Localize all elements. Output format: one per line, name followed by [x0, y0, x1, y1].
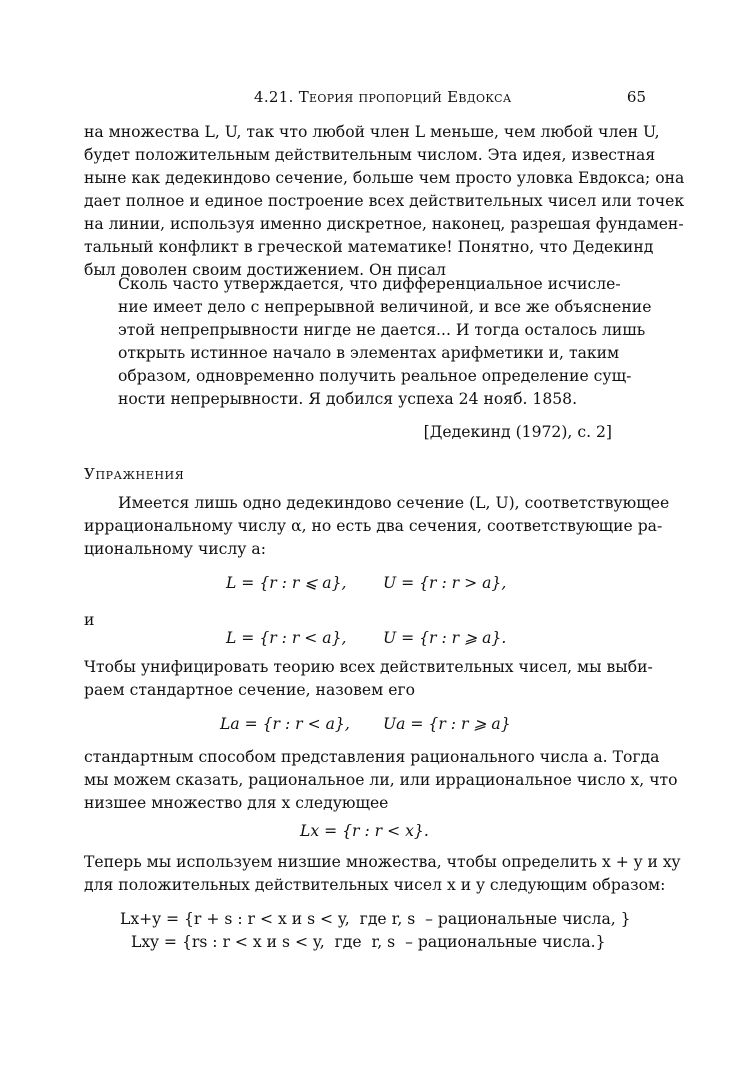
paragraph-line: стандартным способом представления рационального числа a. Тогда: [84, 748, 660, 766]
equation-product-definition: Lxy = {rs : r < x и s < y, где r, s – рациональные числа.}: [131, 933, 606, 951]
paragraph-line: ныне как дедекиндово сечение, больше чем просто уловка Евдокса; она: [84, 169, 685, 187]
running-header: [84, 86, 646, 108]
paragraph-line: раем стандартное сечение, назовем его: [84, 681, 416, 699]
quote-line: ности непрерывности. Я добился успеха 24 нояб. 1858.: [118, 390, 578, 408]
quote-line: этой непрепрывности нигде не дается... И тогда осталось лишь: [118, 321, 646, 339]
quote-line: ние имеет дело с непрерывной величиной, и все же объяснение: [118, 298, 652, 316]
quote-line: Сколь часто утверждается, что дифференциальное исчисле-: [118, 275, 621, 293]
section-number: 4.21.: [254, 88, 294, 106]
citation: [Дедекинд (1972), с. 2]: [423, 423, 612, 441]
equation-lower-set: L = {r : r < a},: [226, 629, 347, 647]
running-title: [254, 86, 511, 108]
equation-sum-definition: Lx+y = {r + s : r < x и s < y, где r, s – рациональные числа, }: [120, 910, 631, 928]
paragraph-line: Чтобы унифицировать теорию всех действительных чисел, мы выби-: [84, 658, 653, 676]
paragraph-line: мы можем сказать, рациональное ли, или иррациональное число x, что: [84, 771, 678, 789]
conjunction-word: и: [84, 611, 95, 629]
exercises-heading: Упражнения: [84, 465, 185, 483]
equation-standard-upper: Ua = {r : r ⩾ a}: [383, 715, 511, 733]
paragraph-line: был доволен своим достижением. Он писал: [84, 261, 446, 279]
paragraph-line: будет положительным действительным числом. Эта идея, известная: [84, 146, 656, 164]
paragraph-line: для положительных действительных чисел x и y следующим образом:: [84, 876, 666, 894]
equation-upper-set: U = {r : r ⩾ a}.: [383, 629, 507, 647]
paragraph-line: дает полное и единое построение всех действительных чисел или точек: [84, 192, 685, 210]
paragraph-line: на линии, используя именно дискретное, наконец, разрешая фундамен-: [84, 215, 684, 233]
paragraph-line: Теперь мы используем низшие множества, чтобы определить x + y и xy: [84, 853, 681, 871]
paragraph-line: низшее множество для x следующее: [84, 794, 389, 812]
page-number: 65: [626, 88, 646, 106]
equation-upper-set: U = {r : r > a},: [383, 574, 507, 592]
chapter-title: Теория пропорций Евдокса: [298, 88, 512, 106]
paragraph-line: иррациональному числу α, но есть два сечения, соответствующие ра-: [84, 517, 663, 535]
equation-standard-lower: La = {r : r < a},: [220, 715, 350, 733]
paragraph-line: тальный конфликт в греческой математике! Понятно, что Дедекинд: [84, 238, 654, 256]
paragraph-line: циональному числу a:: [84, 540, 266, 558]
equation-lower-set: L = {r : r ⩽ a},: [226, 574, 347, 592]
paragraph-line: на множества L, U, так что любой член L меньше, чем любой член U,: [84, 123, 660, 141]
equation-lower-set-x: Lx = {r : r < x}.: [300, 822, 429, 840]
paragraph-line: Имеется лишь одно дедекиндово сечение (L, U), соответствующее: [118, 494, 670, 512]
quote-line: открыть истинное начало в элементах арифметики и, таким: [118, 344, 620, 362]
quote-line: образом, одновременно получить реальное определение сущ-: [118, 367, 632, 385]
